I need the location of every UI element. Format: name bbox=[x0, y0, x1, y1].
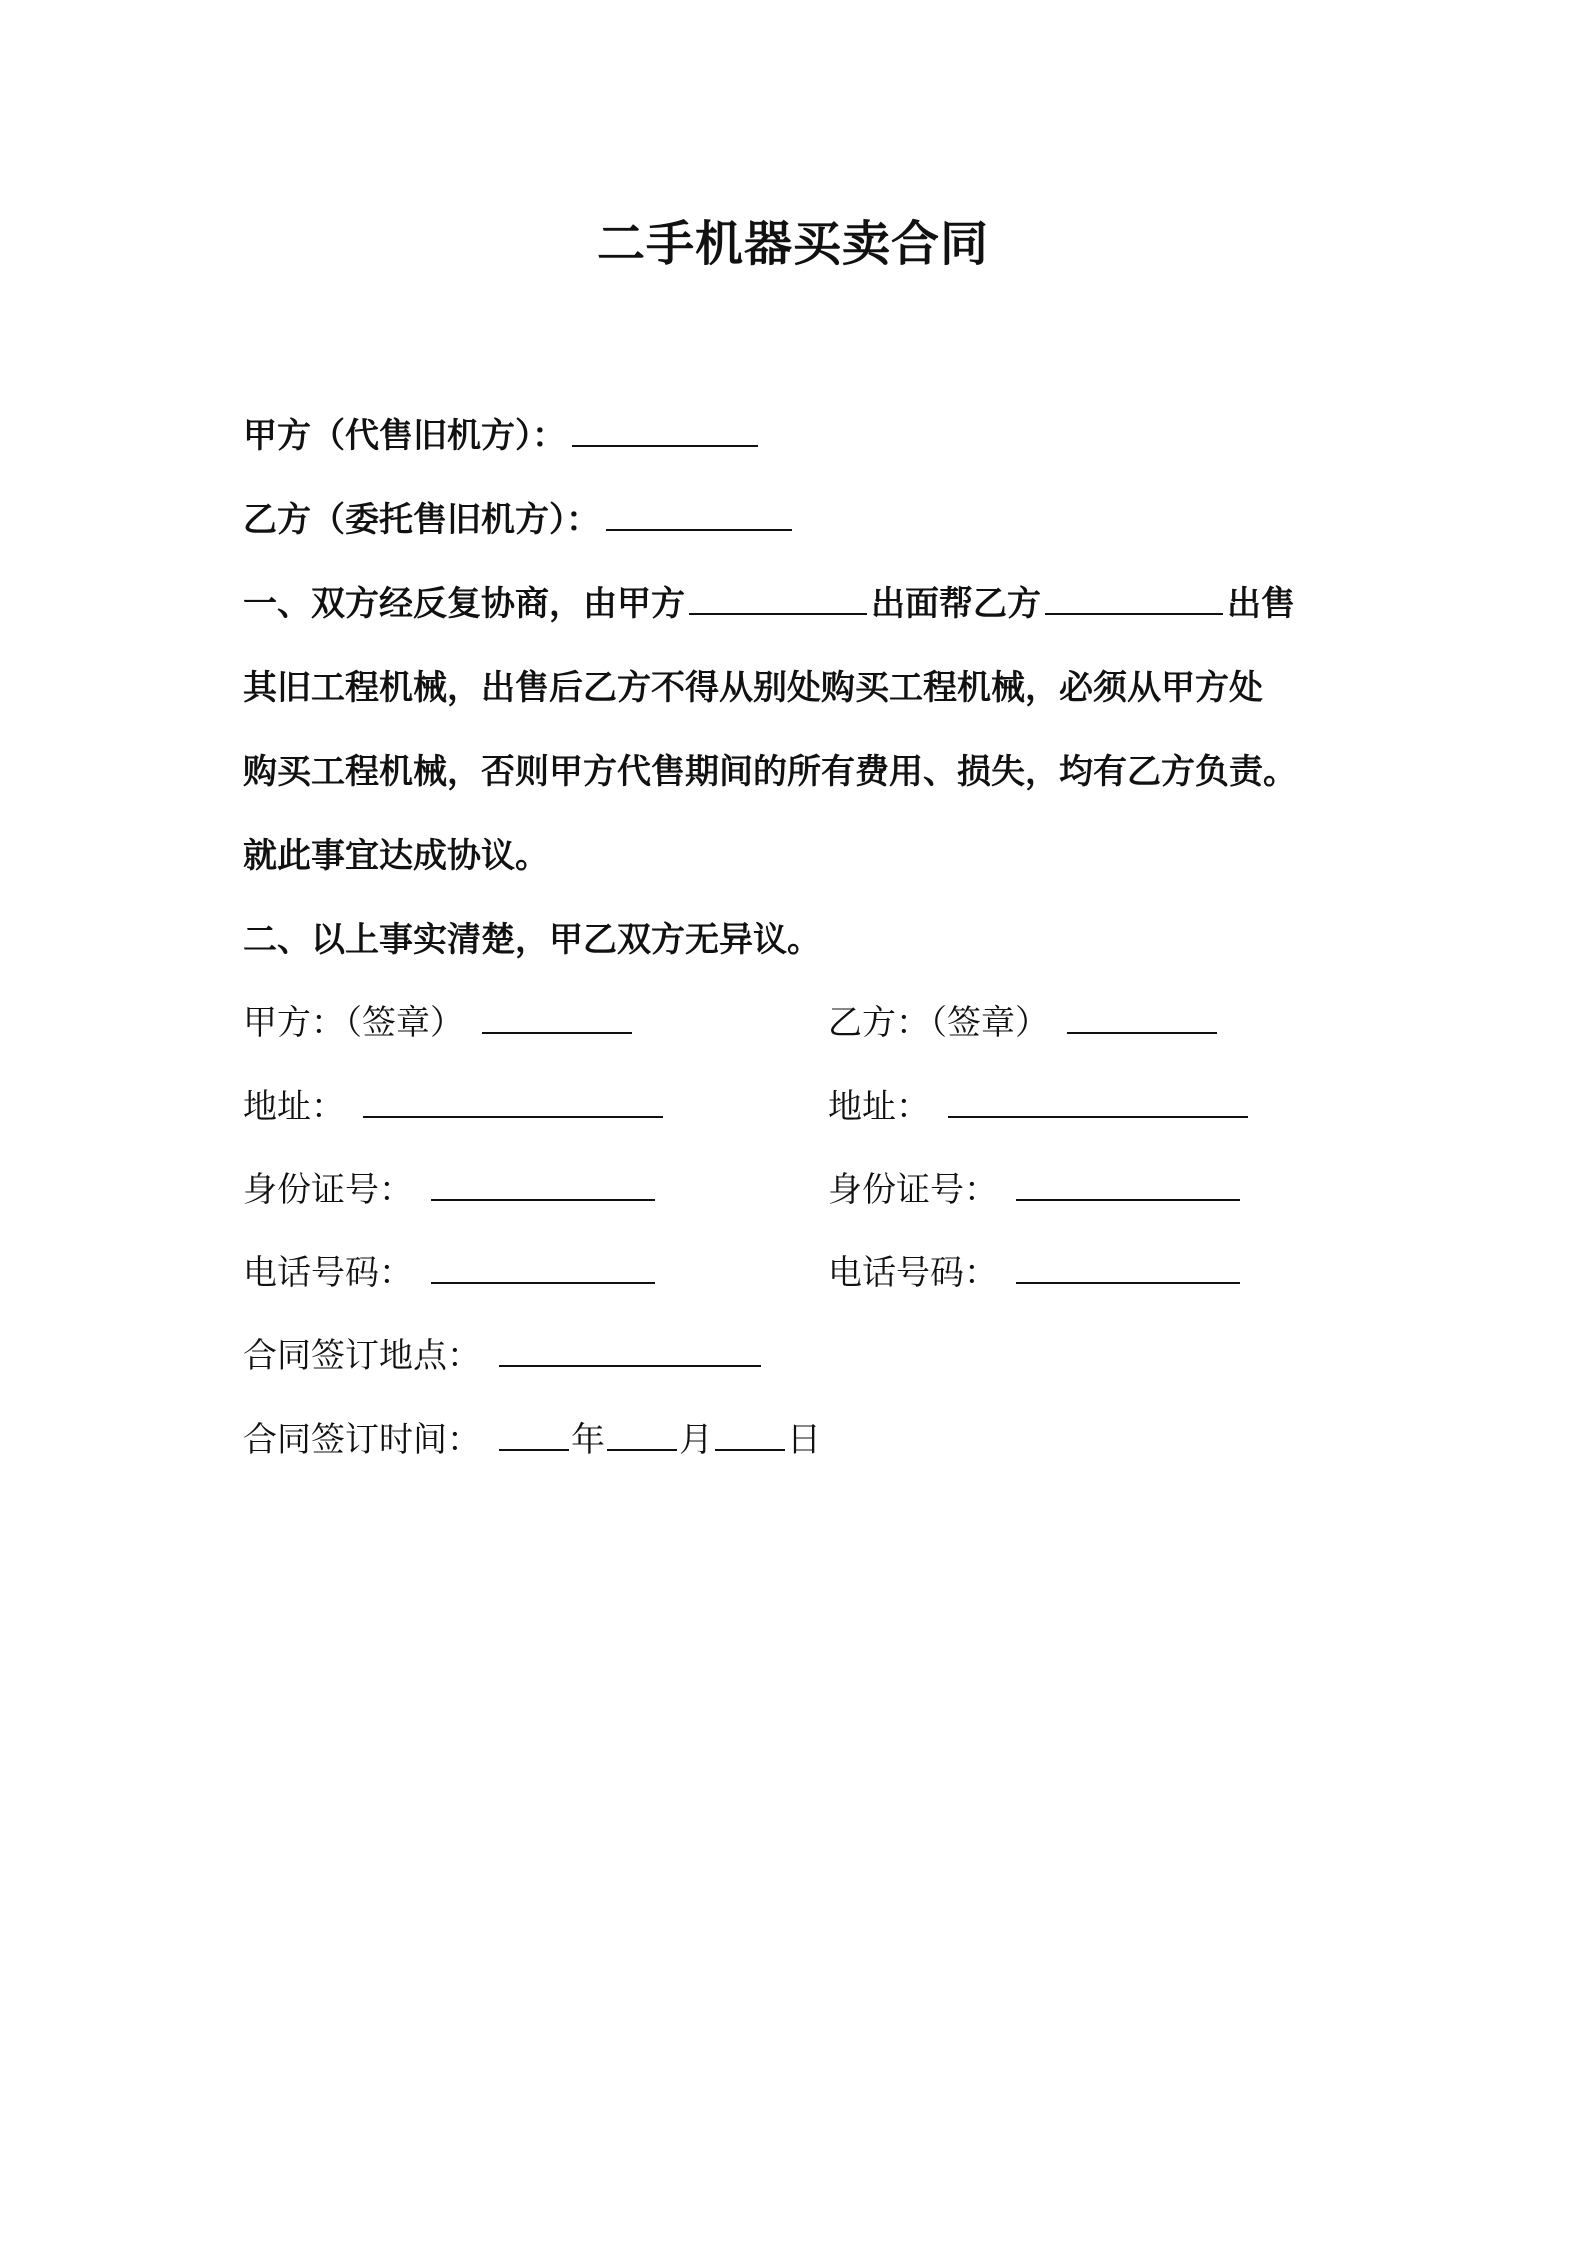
party-a-id-label: 身份证号： bbox=[243, 1170, 413, 1210]
party-b-id-blank[interactable] bbox=[1016, 1169, 1240, 1201]
party-b-address-label: 地址： bbox=[828, 1087, 930, 1127]
signing-place-line bbox=[243, 1333, 767, 1379]
signing-time-line bbox=[243, 1417, 821, 1463]
party-a-label: 甲方（代售旧机方）： bbox=[243, 416, 566, 456]
party-b-phone-blank[interactable] bbox=[1016, 1252, 1240, 1284]
clause-2: 二、以上事实清楚，甲乙双方无异议。 bbox=[243, 920, 821, 960]
clause-1-row-2: 其旧工程机械，出售后乙方不得从别处购买工程机械，必须从甲方处 bbox=[243, 668, 1263, 708]
signing-month-blank[interactable] bbox=[607, 1419, 677, 1451]
year-label: 年 bbox=[571, 1420, 605, 1460]
signing-day-blank[interactable] bbox=[715, 1419, 785, 1451]
day-label: 日 bbox=[787, 1420, 821, 1460]
signing-place-blank[interactable] bbox=[499, 1335, 761, 1367]
party-b-label: 乙方（委托售旧机方）： bbox=[243, 500, 600, 540]
clause-1-text-c: 出售 bbox=[1227, 584, 1295, 624]
party-a-seal-line bbox=[243, 1000, 638, 1046]
party-a-blank[interactable] bbox=[572, 415, 758, 447]
signing-year-blank[interactable] bbox=[499, 1419, 569, 1451]
clause-1-row-1 bbox=[243, 581, 1353, 665]
clause-1-row-3: 购买工程机械，否则甲方代售期间的所有费用、损失，均有乙方负责。 bbox=[243, 752, 1297, 792]
party-a-phone-blank[interactable] bbox=[431, 1252, 655, 1284]
party-b-address-line bbox=[828, 1084, 1254, 1130]
party-b-id-line bbox=[828, 1167, 1246, 1213]
party-a-phone-label: 电话号码： bbox=[243, 1253, 413, 1293]
clause-1-text-a: 一、双方经反复协商，由甲方 bbox=[243, 584, 685, 624]
clause-1-blank-a[interactable] bbox=[689, 583, 867, 615]
party-a-id-line bbox=[243, 1167, 661, 1213]
document-title: 二手机器买卖合同 bbox=[596, 216, 989, 272]
clause-1-row-4: 就此事宜达成协议。 bbox=[243, 836, 549, 876]
clause-1-blank-b[interactable] bbox=[1045, 583, 1223, 615]
signing-place-label: 合同签订地点： bbox=[243, 1336, 481, 1376]
party-b-address-blank[interactable] bbox=[948, 1086, 1248, 1118]
clause-1-text-b: 出面帮乙方 bbox=[871, 584, 1041, 624]
party-a-address-line bbox=[243, 1084, 669, 1130]
party-b-seal-line bbox=[828, 1000, 1223, 1046]
party-a-line bbox=[243, 413, 764, 459]
party-a-seal-label: 甲方：（签章） bbox=[243, 1003, 464, 1043]
party-b-seal-blank[interactable] bbox=[1067, 1002, 1217, 1034]
party-b-seal-label: 乙方：（签章） bbox=[828, 1003, 1049, 1043]
party-a-id-blank[interactable] bbox=[431, 1169, 655, 1201]
month-label: 月 bbox=[679, 1420, 713, 1460]
party-b-line bbox=[243, 497, 798, 543]
party-a-seal-blank[interactable] bbox=[482, 1002, 632, 1034]
party-a-address-label: 地址： bbox=[243, 1087, 345, 1127]
party-b-id-label: 身份证号： bbox=[828, 1170, 998, 1210]
party-b-phone-label: 电话号码： bbox=[828, 1253, 998, 1293]
party-b-phone-line bbox=[828, 1250, 1246, 1296]
party-a-address-blank[interactable] bbox=[363, 1086, 663, 1118]
signing-time-label: 合同签订时间： bbox=[243, 1420, 481, 1460]
party-b-blank[interactable] bbox=[606, 499, 792, 531]
party-a-phone-line bbox=[243, 1250, 661, 1296]
clause-1 bbox=[243, 581, 1353, 917]
